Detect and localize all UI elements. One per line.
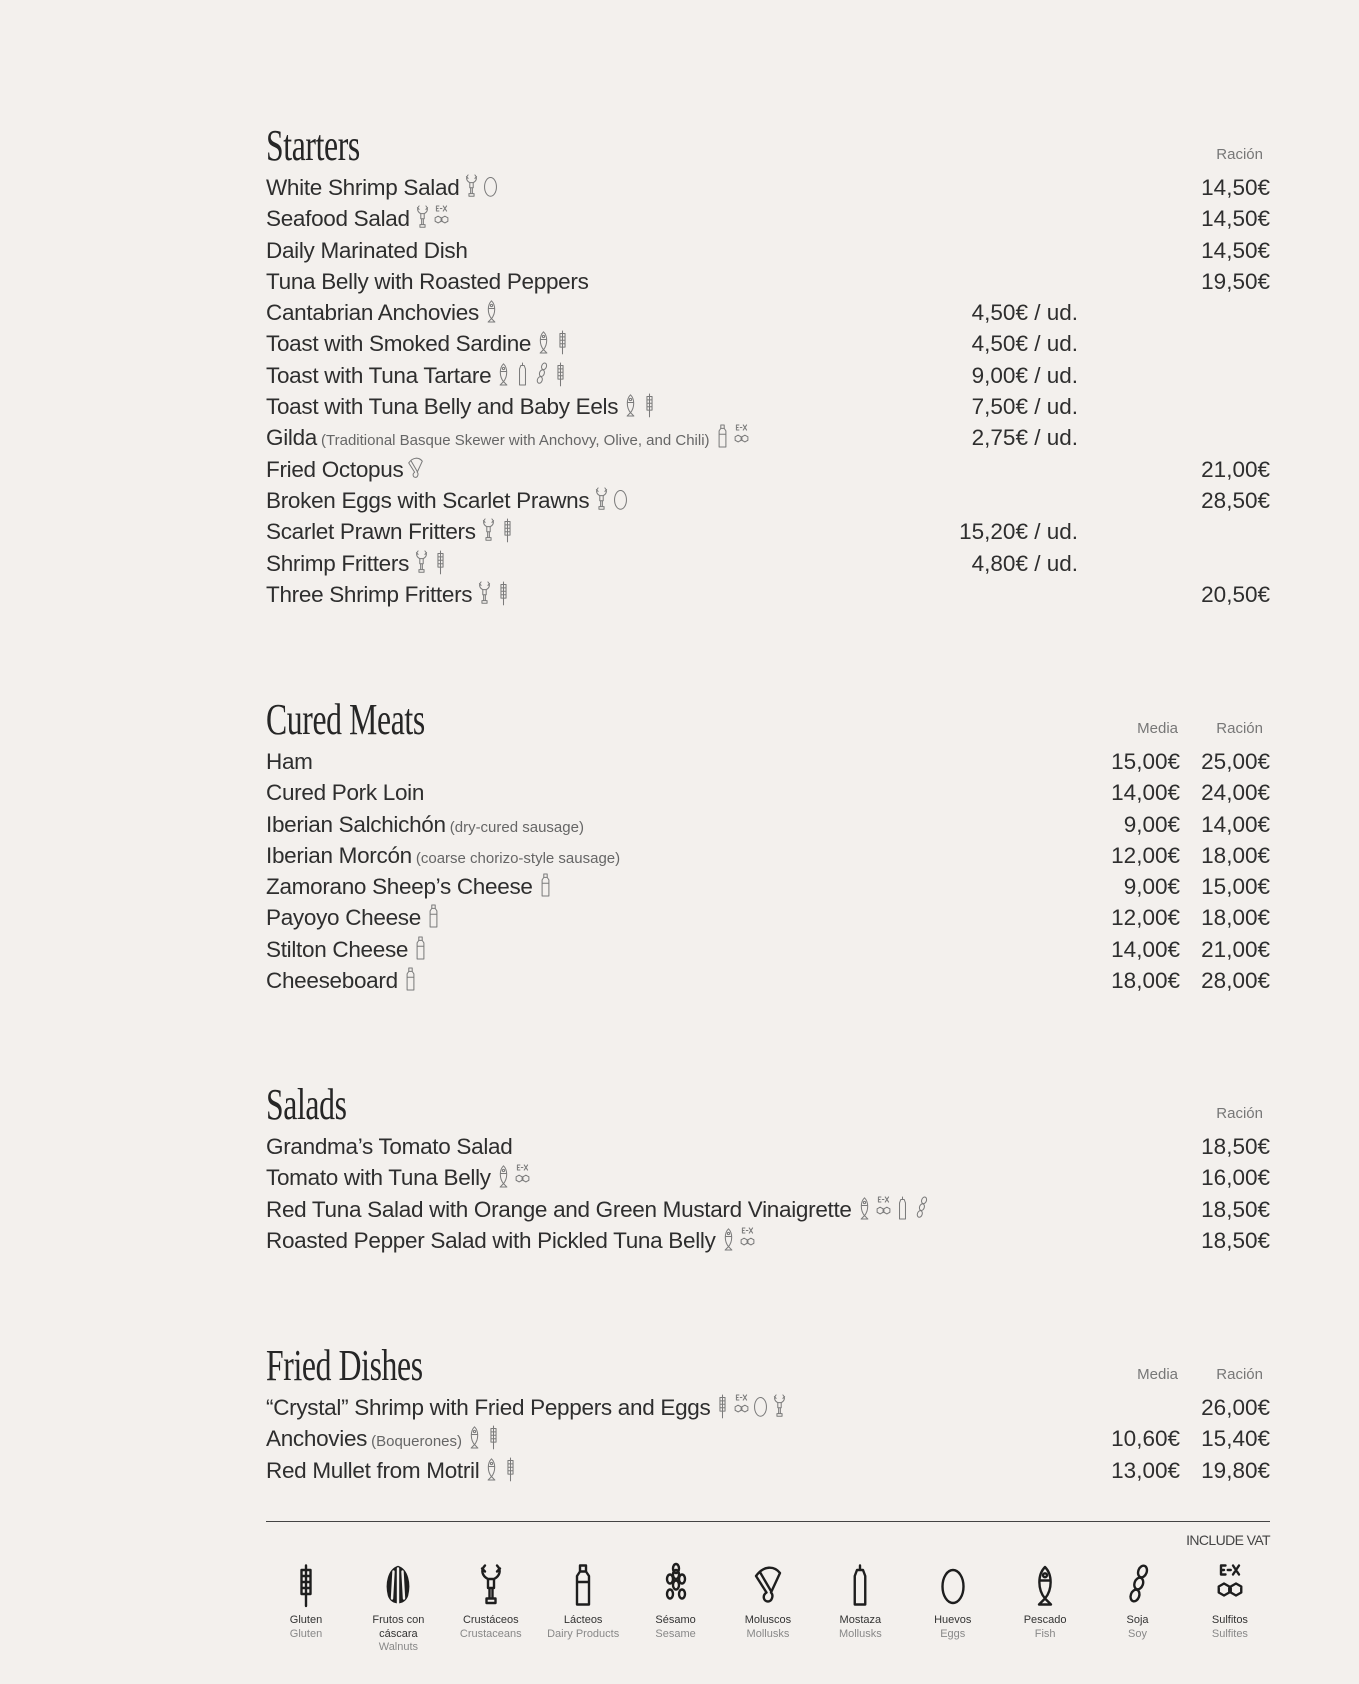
price-racion: 28,50€ xyxy=(1201,487,1270,513)
legend-label-es: Huevos xyxy=(934,1614,972,1626)
allergen-icons xyxy=(480,517,518,551)
dairy-icon xyxy=(402,966,419,992)
menu-item xyxy=(266,485,1270,516)
price-racion: 15,40€ xyxy=(1201,1426,1270,1452)
crustacean-icon xyxy=(463,173,480,199)
price-racion: 18,00€ xyxy=(1201,905,1270,931)
price-racion: 14,00€ xyxy=(1201,811,1270,837)
menu-item xyxy=(266,934,1270,965)
item-name: Gilda xyxy=(266,425,318,451)
price-per-unit: 4,80€ / ud. xyxy=(971,550,1078,576)
footer-divider xyxy=(266,1521,1270,1522)
mustard-icon xyxy=(514,361,531,387)
item-name: Zamorano Sheep’s Cheese xyxy=(266,874,533,900)
menu-item xyxy=(266,1162,1270,1193)
price-per-unit: 4,50€ / ud. xyxy=(971,300,1078,326)
allergen-legend xyxy=(266,1560,1270,1655)
menu-item xyxy=(266,579,1270,610)
allergen-icons xyxy=(402,966,421,1000)
mustard-icon xyxy=(845,1560,875,1610)
price-media: 15,00€ xyxy=(1111,749,1180,774)
fish-icon xyxy=(483,298,500,324)
item-name: White Shrimp Salad xyxy=(266,175,460,200)
crustacean-icon xyxy=(414,204,431,230)
menu-item xyxy=(266,902,1270,933)
item-name: Tuna Belly with Roasted Peppers xyxy=(266,268,589,294)
crustacean-icon xyxy=(476,1560,506,1610)
price-racion: 15,00€ xyxy=(1201,874,1270,900)
gluten-icon xyxy=(485,1424,502,1450)
item-name: Cheeseboard xyxy=(266,968,398,994)
crustacean-icon xyxy=(476,580,493,606)
price-per-unit: 15,20€ / ud. xyxy=(959,519,1078,545)
sulfites-icon xyxy=(1215,1560,1245,1610)
legend-label-es: Gluten xyxy=(289,1614,323,1626)
vat-note: INCLUDE VAT xyxy=(1186,1532,1270,1548)
allergen-icons xyxy=(425,903,444,937)
allergen-icons xyxy=(720,1226,758,1260)
allergen-icons xyxy=(714,1393,790,1427)
allergen-icons xyxy=(407,455,426,489)
column-header-racion: Ración xyxy=(1216,146,1263,163)
allergen-icons xyxy=(412,935,431,969)
menu-item xyxy=(266,516,1270,547)
fish-icon xyxy=(495,361,512,387)
fish-icon xyxy=(495,1163,512,1189)
item-name: Cured Pork Loin xyxy=(266,780,425,806)
legend-label-en: Eggs xyxy=(940,1627,966,1640)
item-name: Tomato with Tuna Belly xyxy=(266,1165,491,1191)
price-racion: 26,00€ xyxy=(1201,1395,1270,1420)
column-header-racion: Ración xyxy=(1216,720,1263,737)
legend-item-soy xyxy=(1098,1560,1178,1655)
menu-item xyxy=(266,203,1270,234)
price-racion: 16,00€ xyxy=(1201,1165,1270,1191)
mollusk-icon xyxy=(753,1560,783,1610)
sesame-icon xyxy=(661,1560,691,1610)
section-title: Starters xyxy=(266,121,360,170)
menu-item xyxy=(266,422,1270,453)
item-name: Payoyo Cheese xyxy=(266,905,421,931)
menu-item xyxy=(266,297,1270,328)
soy-icon xyxy=(533,361,550,387)
legend-label-en: Mollusks xyxy=(746,1627,790,1640)
item-name: Iberian Salchichón xyxy=(266,811,446,837)
legend-label-en: Mollusks xyxy=(838,1627,882,1640)
legend-label-en: Dairy Products xyxy=(547,1627,620,1640)
price-racion: 28,00€ xyxy=(1201,968,1270,994)
price-media: 9,00€ xyxy=(1123,811,1180,837)
fish-icon xyxy=(535,329,552,355)
sulfites-icon xyxy=(875,1195,892,1221)
price-media: 9,00€ xyxy=(1123,874,1180,900)
item-name: “Crystal” Shrimp with Fried Peppers and Eggs xyxy=(266,1395,711,1420)
menu-item xyxy=(266,1194,1270,1225)
fish-icon xyxy=(856,1195,873,1221)
price-media: 12,00€ xyxy=(1111,905,1180,931)
legend-item-gluten xyxy=(266,1560,346,1655)
price-per-unit: 7,50€ / ud. xyxy=(971,394,1078,420)
column-header-media: Media xyxy=(1137,720,1178,737)
soy-icon xyxy=(1123,1560,1153,1610)
item-name: Iberian Morcón xyxy=(266,842,412,868)
item-name: Three Shrimp Fritters xyxy=(266,581,473,607)
gluten-icon xyxy=(495,580,512,606)
legend-label-en: Fish xyxy=(1034,1627,1056,1640)
dairy-icon xyxy=(425,903,442,929)
fish-icon xyxy=(720,1226,737,1252)
gluten-icon xyxy=(502,1456,519,1482)
soy-icon xyxy=(913,1195,930,1221)
price-media: 13,00€ xyxy=(1111,1457,1180,1483)
menu-item xyxy=(266,172,1270,203)
gluten-icon xyxy=(714,1393,731,1419)
menu-item xyxy=(266,840,1270,871)
legend-label-es: Sulfitos xyxy=(1211,1614,1248,1626)
item-name: Fried Octopus xyxy=(266,456,404,482)
gluten-icon xyxy=(552,361,569,387)
price-racion: 18,00€ xyxy=(1201,842,1270,868)
legend-label-en: Sulfites xyxy=(1211,1627,1248,1640)
egg-icon xyxy=(938,1560,968,1610)
legend-item-mollusk xyxy=(728,1560,808,1655)
price-per-unit: 2,75€ / ud. xyxy=(971,425,1078,451)
item-name: Roasted Pepper Salad with Pickled Tuna Belly xyxy=(266,1227,716,1253)
dairy-icon xyxy=(568,1560,598,1610)
price-media: 12,00€ xyxy=(1111,842,1180,868)
price-racion: 21,00€ xyxy=(1201,456,1270,482)
legend-item-egg xyxy=(913,1560,993,1655)
sulfites-icon xyxy=(514,1163,531,1189)
price-media: 14,00€ xyxy=(1111,936,1180,962)
column-header-racion: Ración xyxy=(1216,1105,1263,1122)
allergen-icons xyxy=(535,329,573,363)
section-title: Fried Dishes xyxy=(266,1341,423,1390)
item-name: Toast with Tuna Tartare xyxy=(266,362,492,388)
gluten-icon xyxy=(291,1560,321,1610)
crustacean-icon xyxy=(480,517,497,543)
item-name: Cantabrian Anchovies xyxy=(266,300,479,326)
menu-item xyxy=(266,328,1270,359)
legend-label-es: Mostaza xyxy=(839,1614,882,1626)
sulfites-icon xyxy=(733,1393,750,1419)
legend-label-es: Pescado xyxy=(1023,1614,1067,1626)
price-racion: 24,00€ xyxy=(1201,780,1270,806)
legend-label-es: Frutos con cáscara xyxy=(372,1614,425,1640)
sulfites-icon xyxy=(433,204,450,230)
crustacean-icon xyxy=(593,486,610,512)
price-racion: 18,50€ xyxy=(1201,1134,1270,1159)
allergen-icons xyxy=(463,173,501,207)
crustacean-icon xyxy=(413,549,430,575)
legend-label-es: Sésamo xyxy=(655,1614,696,1626)
column-header-racion: Ración xyxy=(1216,1366,1263,1383)
allergen-icons xyxy=(495,361,571,395)
price-per-unit: 9,00€ / ud. xyxy=(971,362,1078,388)
dairy-icon xyxy=(714,423,731,449)
item-name: Seafood Salad xyxy=(266,206,410,232)
legend-item-sulfites xyxy=(1190,1560,1270,1655)
item-note: (Boquerones) xyxy=(371,1433,463,1451)
gluten-icon xyxy=(554,329,571,355)
price-media: 10,60€ xyxy=(1111,1426,1180,1452)
legend-label-es: Soja xyxy=(1126,1614,1149,1626)
menu-item xyxy=(266,454,1270,485)
section-title: Salads xyxy=(266,1080,347,1129)
fish-icon xyxy=(1030,1560,1060,1610)
price-racion: 19,50€ xyxy=(1201,268,1270,294)
dairy-icon xyxy=(537,872,554,898)
allergen-icons xyxy=(466,1424,504,1458)
price-racion: 14,50€ xyxy=(1201,175,1270,200)
item-name: Daily Marinated Dish xyxy=(266,237,468,263)
menu-item xyxy=(266,266,1270,297)
price-racion: 25,00€ xyxy=(1201,749,1270,774)
crustacean-icon xyxy=(771,1393,788,1419)
allergen-icons xyxy=(476,580,514,614)
allergen-icons xyxy=(495,1163,533,1197)
egg-icon xyxy=(752,1393,769,1419)
menu-item xyxy=(266,235,1270,266)
gluten-icon xyxy=(499,517,516,543)
dairy-icon xyxy=(412,935,429,961)
fish-icon xyxy=(466,1424,483,1450)
column-header-media: Media xyxy=(1137,1366,1178,1383)
price-media: 18,00€ xyxy=(1111,968,1180,994)
legend-item-fish xyxy=(1005,1560,1085,1655)
menu-item xyxy=(266,965,1270,996)
legend-label-es: Lácteos xyxy=(563,1614,603,1626)
item-name: Ham xyxy=(266,749,313,774)
allergen-icons xyxy=(593,486,631,520)
allergen-icons xyxy=(483,298,502,332)
egg-icon xyxy=(612,486,629,512)
item-name: Red Mullet from Motril xyxy=(266,1457,480,1483)
legend-item-sesame xyxy=(636,1560,716,1655)
item-name: Toast with Tuna Belly and Baby Eels xyxy=(266,394,619,420)
gluten-icon xyxy=(432,549,449,575)
menu-item xyxy=(266,809,1270,840)
menu-item xyxy=(266,1392,1270,1423)
legend-item-crustacean xyxy=(451,1560,531,1655)
menu-item xyxy=(266,1225,1270,1256)
menu-item xyxy=(266,777,1270,808)
item-name: Anchovies xyxy=(266,1426,368,1452)
legend-label-en: Crustaceans xyxy=(459,1627,522,1640)
sulfites-icon xyxy=(739,1226,756,1252)
item-name: Shrimp Fritters xyxy=(266,550,410,576)
item-name: Broken Eggs with Scarlet Prawns xyxy=(266,487,590,513)
allergen-icons xyxy=(414,204,452,238)
allergen-icons xyxy=(537,872,556,906)
item-name: Red Tuna Salad with Orange and Green Mustard Vinaigrette xyxy=(266,1196,852,1222)
allergen-icons xyxy=(413,549,451,583)
legend-label-es: Crustáceos xyxy=(462,1614,519,1626)
price-racion: 19,80€ xyxy=(1201,1457,1270,1483)
legend-item-nuts xyxy=(358,1560,438,1655)
price-racion: 14,50€ xyxy=(1201,237,1270,263)
menu-item xyxy=(266,1423,1270,1454)
menu-item xyxy=(266,391,1270,422)
item-name: Stilton Cheese xyxy=(266,936,409,962)
allergen-icons xyxy=(714,423,752,457)
price-racion: 21,00€ xyxy=(1201,936,1270,962)
item-name: Toast with Smoked Sardine xyxy=(266,331,532,357)
price-racion: 18,50€ xyxy=(1201,1227,1270,1253)
item-name: Scarlet Prawn Fritters xyxy=(266,519,476,545)
mollusk-icon xyxy=(407,455,424,481)
egg-icon xyxy=(482,173,499,199)
nuts-icon xyxy=(383,1560,413,1610)
legend-label-en: Walnuts xyxy=(378,1641,419,1653)
price-media: 14,00€ xyxy=(1111,780,1180,806)
item-name: Grandma’s Tomato Salad xyxy=(266,1134,513,1159)
menu-item xyxy=(266,871,1270,902)
menu-item xyxy=(266,360,1270,391)
legend-label-en: Gluten xyxy=(289,1627,323,1640)
fish-icon xyxy=(622,392,639,418)
item-note: (Traditional Basque Skewer with Anchovy, Olive, and Chili) xyxy=(321,432,710,450)
price-racion: 20,50€ xyxy=(1201,581,1270,607)
legend-label-en: Sesame xyxy=(655,1627,696,1640)
menu-item xyxy=(266,1131,1270,1162)
allergen-icons xyxy=(622,392,660,426)
section-title: Cured Meats xyxy=(266,695,425,744)
sulfites-icon xyxy=(733,423,750,449)
allergen-icons xyxy=(856,1195,932,1229)
price-racion: 14,50€ xyxy=(1201,206,1270,232)
mustard-icon xyxy=(894,1195,911,1221)
item-note: (dry-cured sausage) xyxy=(449,818,584,836)
fish-icon xyxy=(483,1456,500,1482)
legend-item-dairy xyxy=(543,1560,623,1655)
menu-item xyxy=(266,1455,1270,1486)
menu-item xyxy=(266,548,1270,579)
legend-label-en: Soy xyxy=(1128,1627,1147,1640)
legend-item-mustard xyxy=(820,1560,900,1655)
allergen-icons xyxy=(483,1456,521,1490)
menu-item xyxy=(266,746,1270,777)
gluten-icon xyxy=(641,392,658,418)
price-per-unit: 4,50€ / ud. xyxy=(971,331,1078,357)
legend-label-es: Moluscos xyxy=(744,1614,792,1626)
item-note: (coarse chorizo-style sausage) xyxy=(415,849,621,867)
price-racion: 18,50€ xyxy=(1201,1196,1270,1222)
